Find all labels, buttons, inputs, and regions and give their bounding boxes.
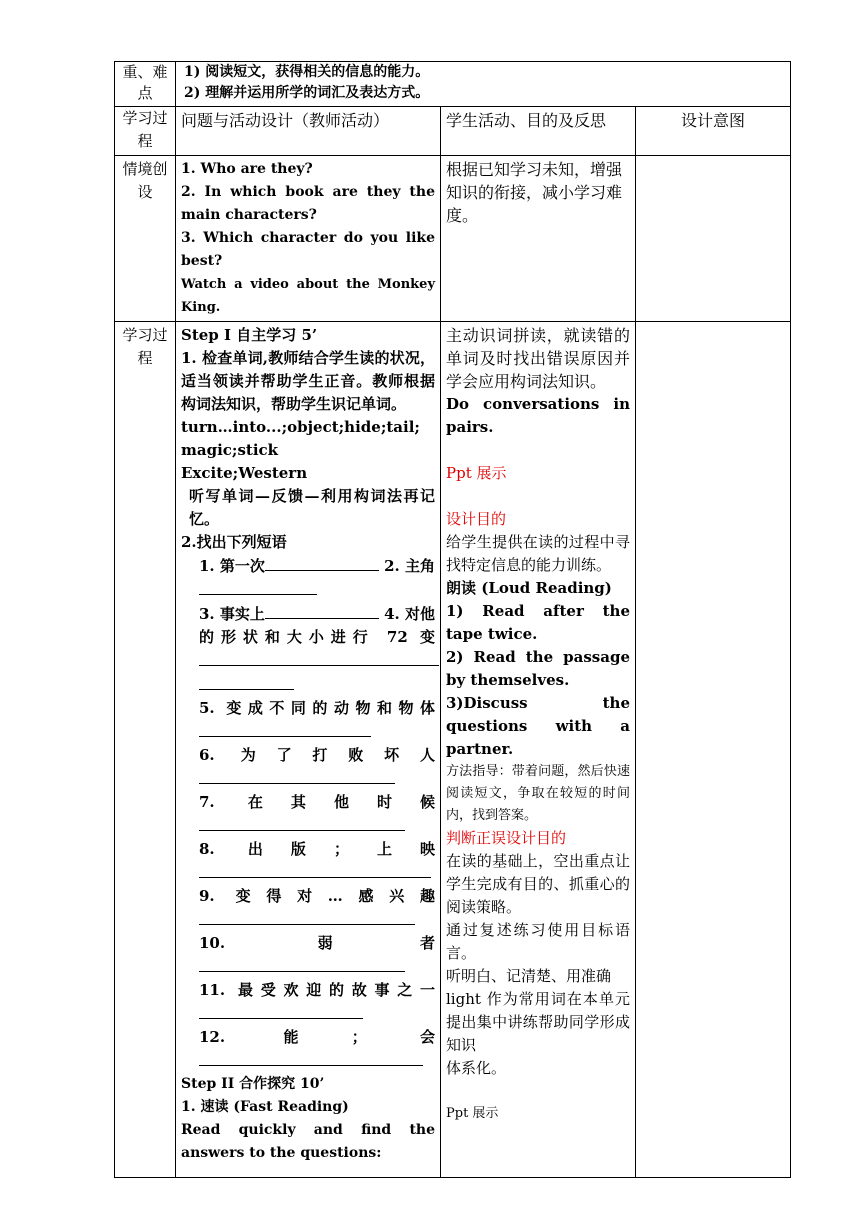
phrase-row-9 — [181, 885, 435, 932]
lesson-plan-table — [114, 61, 791, 1178]
context-intent — [636, 156, 791, 322]
spacer — [446, 485, 630, 508]
phrase-11: 11. 最受欢迎的故事之一 — [199, 981, 435, 999]
phrase-3: 3. 事实上 — [199, 605, 265, 623]
phrase-12-blank — [199, 1049, 423, 1066]
process-student — [441, 322, 636, 1178]
difficulty-label: 重、难点 — [115, 62, 176, 107]
context-label-text: 情境创设 — [122, 160, 168, 201]
phrase-10-blank — [199, 955, 405, 972]
context-student: 根据已知学习未知，增强知识的衔接，减小学习难度。 — [441, 156, 636, 322]
phrase-11-blank — [199, 1002, 363, 1019]
context-q2: 2. In which book are they the main characters? — [181, 184, 435, 223]
student-s16: 体系化。 — [446, 1059, 507, 1077]
student-s1: 主动识词拼读，就读错的单词及时找出错误原因并学会应用构词法知识。 — [446, 326, 630, 391]
phrase-3-blank — [265, 602, 379, 619]
difficulty-item-2: 2) 理解并运用所学的词汇及表达方式。 — [184, 85, 430, 101]
student-s14: 听明白、记清楚、用准确 — [446, 967, 612, 985]
step1-title: Step I 自主学习 5’ — [181, 326, 318, 344]
phrase-row-11 — [181, 979, 435, 1026]
student-s5: 给学生提供在读的过程中寻找特定信息的能力训练。 — [446, 533, 630, 574]
header-student-col: 学生活动、目的及反思 — [441, 107, 636, 156]
process-label-text: 学习过程 — [122, 326, 168, 367]
phrase-1-blank — [265, 554, 379, 571]
difficulty-item-1: 1) 阅读短文，获得相关的信息的能力。 — [184, 64, 430, 80]
phrase-row-3-4 — [181, 602, 435, 697]
student-s2: Do conversations in pairs. — [446, 395, 630, 436]
phrase-row-10 — [181, 932, 435, 979]
context-q1: 1. Who are they? — [181, 161, 313, 177]
context-label — [115, 156, 176, 322]
student-s13: 通过复述练习使用目标语言。 — [446, 921, 630, 962]
process-row — [115, 322, 791, 1178]
process-label — [115, 322, 176, 1178]
phrase-7: 7. 在其他时候 — [199, 793, 435, 811]
step2-title: Step II 合作探究 10’ — [181, 1076, 325, 1092]
step2-text: Read quickly and find the answers to the questions: — [181, 1122, 435, 1161]
header-teacher-col: 问题与活动设计（教师活动） — [176, 107, 441, 156]
phrase-row-1-2 — [181, 554, 435, 602]
phrase-8: 8. 出版；上映 — [199, 840, 435, 858]
step2-sub: 1. 速读 (Fast Reading) — [181, 1099, 349, 1115]
phrase-12: 12. 能；会 — [199, 1028, 435, 1046]
phrase-4: 4. 对他的形状和大小进行 72 变 — [199, 605, 436, 646]
phrase-5: 5. 变成不同的动物和物体 — [199, 699, 435, 717]
header-intent-col: 设计意图 — [636, 107, 791, 156]
phrase-row-6 — [181, 744, 435, 791]
student-s15: light 作为常用词在本单元提出集中讲练帮助同学形成知识 — [446, 990, 630, 1054]
step1-words2: Excite;Western — [181, 464, 308, 482]
student-s8: 2) Read the passage by themselves. — [446, 648, 630, 689]
phrase-5-blank — [199, 720, 371, 737]
phrase-4-blank — [199, 649, 439, 666]
student-s6: 朗读 (Loud Reading) — [446, 579, 612, 597]
context-questions — [176, 156, 441, 322]
phrase-4-blank-2 — [199, 673, 294, 690]
student-s3: Ppt 展示 — [446, 464, 507, 482]
phrase-row-5 — [181, 697, 435, 744]
context-q4: Watch a video about the Monkey King. — [181, 277, 435, 315]
phrase-row-8 — [181, 838, 435, 885]
phrase-1: 1. 第一次 — [199, 557, 265, 575]
student-s11: 判断正误设计目的 — [446, 829, 567, 847]
step1-text: 1. 检查单词,教师结合学生读的状况，适当领读并帮助学生正音。教师根据构词法知识，帮助学生识记单词。 — [181, 349, 435, 413]
student-s4: 设计目的 — [446, 510, 507, 528]
header-process-label: 学习过程 — [115, 107, 176, 156]
context-row — [115, 156, 791, 322]
process-teacher — [176, 322, 441, 1178]
context-q3: 3. Which character do you like best? — [181, 230, 435, 269]
spacer — [446, 439, 630, 462]
difficulty-row — [115, 62, 791, 107]
student-s9: 3)Discuss the questions with a partner. — [446, 694, 630, 758]
step1-words1: turn…into...;object;hide;tail;magic;stick — [181, 418, 420, 459]
phrases-title: 2.找出下列短语 — [181, 533, 287, 551]
student-s12: 在读的基础上，空出重点让学生完成有目的、抓重心的阅读策略。 — [446, 852, 630, 916]
header-row — [115, 107, 791, 156]
phrase-10: 10. 弱者 — [199, 934, 435, 952]
difficulty-content — [176, 62, 791, 107]
phrase-2-blank — [199, 578, 317, 595]
spacer — [446, 1080, 630, 1103]
phrase-9-blank — [199, 908, 415, 925]
phrase-6: 6. 为了打败坏人 — [199, 746, 435, 764]
phrase-6-blank — [199, 767, 395, 784]
student-s10: 方法指导：带着问题，然后快速阅读短文，争取在较短的时间内，找到答案。 — [446, 764, 630, 823]
phrase-2: 2. 主角 — [384, 557, 436, 575]
phrase-row-7 — [181, 791, 435, 838]
phrase-row-12 — [181, 1026, 435, 1073]
phrase-8-blank — [199, 861, 431, 878]
step1-dictation: 听写单词—反馈—利用构词法再记忆。 — [189, 487, 435, 528]
phrase-9: 9. 变得对…感兴趣 — [199, 887, 435, 905]
student-s7: 1) Read after the tape twice. — [446, 602, 630, 643]
phrase-7-blank — [199, 814, 405, 831]
process-intent — [636, 322, 791, 1178]
student-s17: Ppt 展示 — [446, 1106, 499, 1121]
